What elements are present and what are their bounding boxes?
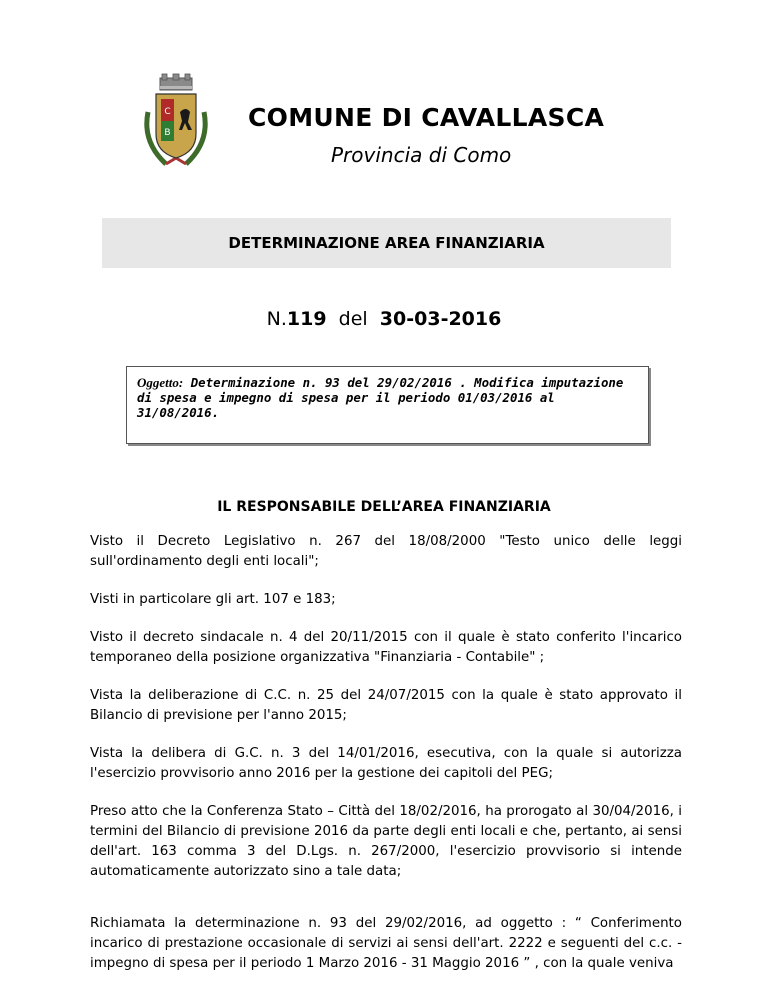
- banner-text: DETERMINAZIONE AREA FINANZIARIA: [228, 234, 545, 252]
- number-prefix: N.: [266, 308, 287, 330]
- number-del: del: [338, 308, 368, 330]
- municipal-crest-icon: [136, 72, 216, 172]
- paragraph-deliberazione: Vista la deliberazione di C.C. n. 25 del 24/07/2015 con la quale è stato approvato il Bilancio di previsione per l'anno 2015;: [90, 688, 682, 723]
- province-subtitle: Provincia di Como: [331, 143, 512, 167]
- subject-label: Oggetto:: [137, 375, 184, 390]
- paragraph-decreto: Visto il Decreto Legislativo n. 267 del 18/08/2000 "Testo unico delle leggi sull'ordinamento degli enti locali";: [90, 534, 682, 569]
- svg-text:B: B: [164, 128, 171, 138]
- number-date: 30-03-2016: [379, 308, 502, 330]
- document-type-banner: [102, 218, 671, 268]
- determination-number: [0, 308, 768, 330]
- paragraph-preso-atto: Preso atto che la Conferenza Stato – Città del 18/02/2016, ha prorogato al 30/04/2016, i termini del Bilancio di previsione 2016 da parte degli enti locali e che, pertanto, ai sensi dell'art. 163 comma 3 del D.Lgs. n. 267/2000, l'esercizio provvisorio si intende automaticamente autorizzato sino a tale data;: [90, 804, 682, 879]
- number-value: 119: [286, 308, 327, 330]
- paragraph-delibera: Vista la delibera di G.C. n. 3 del 14/01/2016, esecutiva, con la quale si autorizza l'esercizio provvisorio anno 2016 per la gestione dei capitoli del PEG;: [90, 746, 682, 781]
- document-body: [90, 532, 682, 992]
- paragraph-decreto-sindacale: Visto il decreto sindacale n. 4 del 20/11/2015 con il quale è stato conferito l'incarico temporaneo della posizione organizzativa "Finanziaria - Contabile" ;: [90, 630, 682, 665]
- svg-text:C: C: [164, 107, 171, 117]
- section-heading: IL RESPONSABILE DELL’AREA FINANZIARIA: [217, 499, 551, 515]
- subject-box: [126, 366, 649, 444]
- subject-text: Determinazione n. 93 del 29/02/2016 . Modifica imputazione di spesa e impegno di spesa per il periodo 01/03/2016 al 31/08/2016.: [137, 375, 624, 420]
- paragraph-richiamata: Richiamata la determinazione n. 93 del 29/02/2016, ad oggetto : “ Conferimento incarico di prestazione occasionale di servizi ai sensi dell'art. 2222 e seguenti del c.c. - impegno di spesa per il periodo 1 Marzo 2016 - 31 Maggio 2016 ” , con la quale veniva: [90, 916, 682, 971]
- paragraph-articoli: Visti in particolare gli art. 107 e 183;: [90, 592, 336, 607]
- municipality-title: COMUNE DI CAVALLASCA: [248, 103, 605, 132]
